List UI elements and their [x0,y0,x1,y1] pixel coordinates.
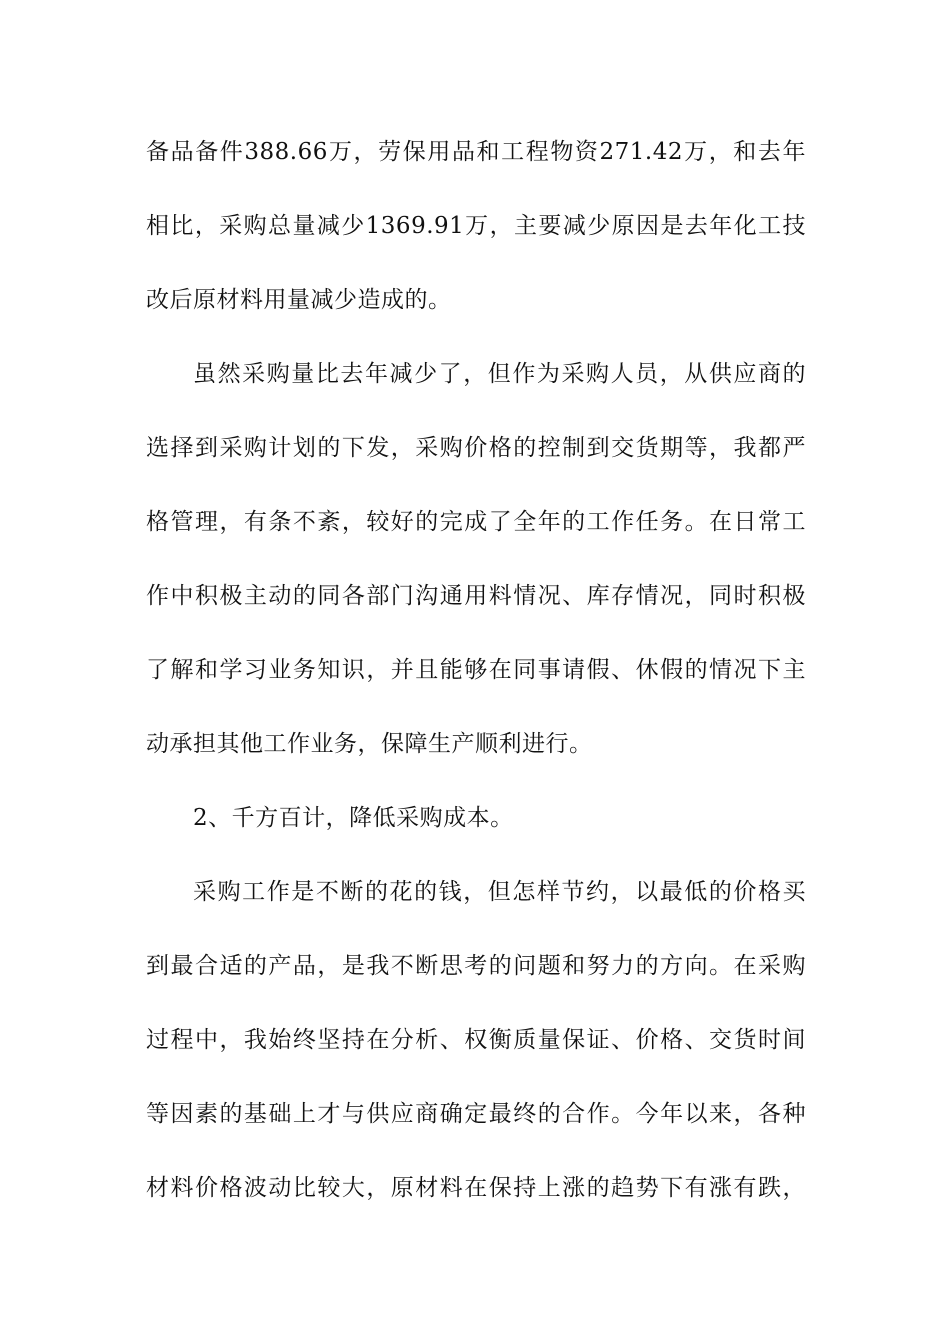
text-line-8: 了解和学习业务知识，并且能够在同事请假、休假的情况下主 [146,657,806,683]
text-line-2: 相比，采购总量减少1369.91万，主要减少原因是去年化工技 [146,213,806,239]
text-line-5: 选择到采购计划的下发，采购价格的控制到交货期等，我都严 [146,435,806,461]
text-line-9: 动承担其他工作业务，保障生产顺利进行。 [146,731,593,757]
text-line-14: 等因素的基础上才与供应商确定最终的合作。今年以来，各种 [146,1101,806,1127]
text-line-12: 到最合适的产品，是我不断思考的问题和努力的方向。在采购 [146,953,806,979]
text-line-3: 改后原材料用量减少造成的。 [146,287,452,313]
text-line-6: 格管理，有条不紊，较好的完成了全年的工作任务。在日常工 [146,509,806,535]
text-line-1: 备品备件388.66万，劳保用品和工程物资271.42万，和去年 [146,139,806,165]
text-line-11: 采购工作是不断的花的钱，但怎样节约，以最低的价格买 [193,879,806,905]
text-line-15: 材料价格波动比较大，原材料在保持上涨的趋势下有涨有跌， [146,1175,806,1201]
text-line-13: 过程中，我始终坚持在分析、权衡质量保证、价格、交货时间 [146,1027,806,1053]
text-line-7: 作中积极主动的同各部门沟通用料情况、库存情况，同时积极 [146,583,806,609]
section-heading: 2、千方百计，降低采购成本。 [193,805,514,831]
text-line-4: 虽然采购量比去年减少了，但作为采购人员，从供应商的 [193,361,806,387]
